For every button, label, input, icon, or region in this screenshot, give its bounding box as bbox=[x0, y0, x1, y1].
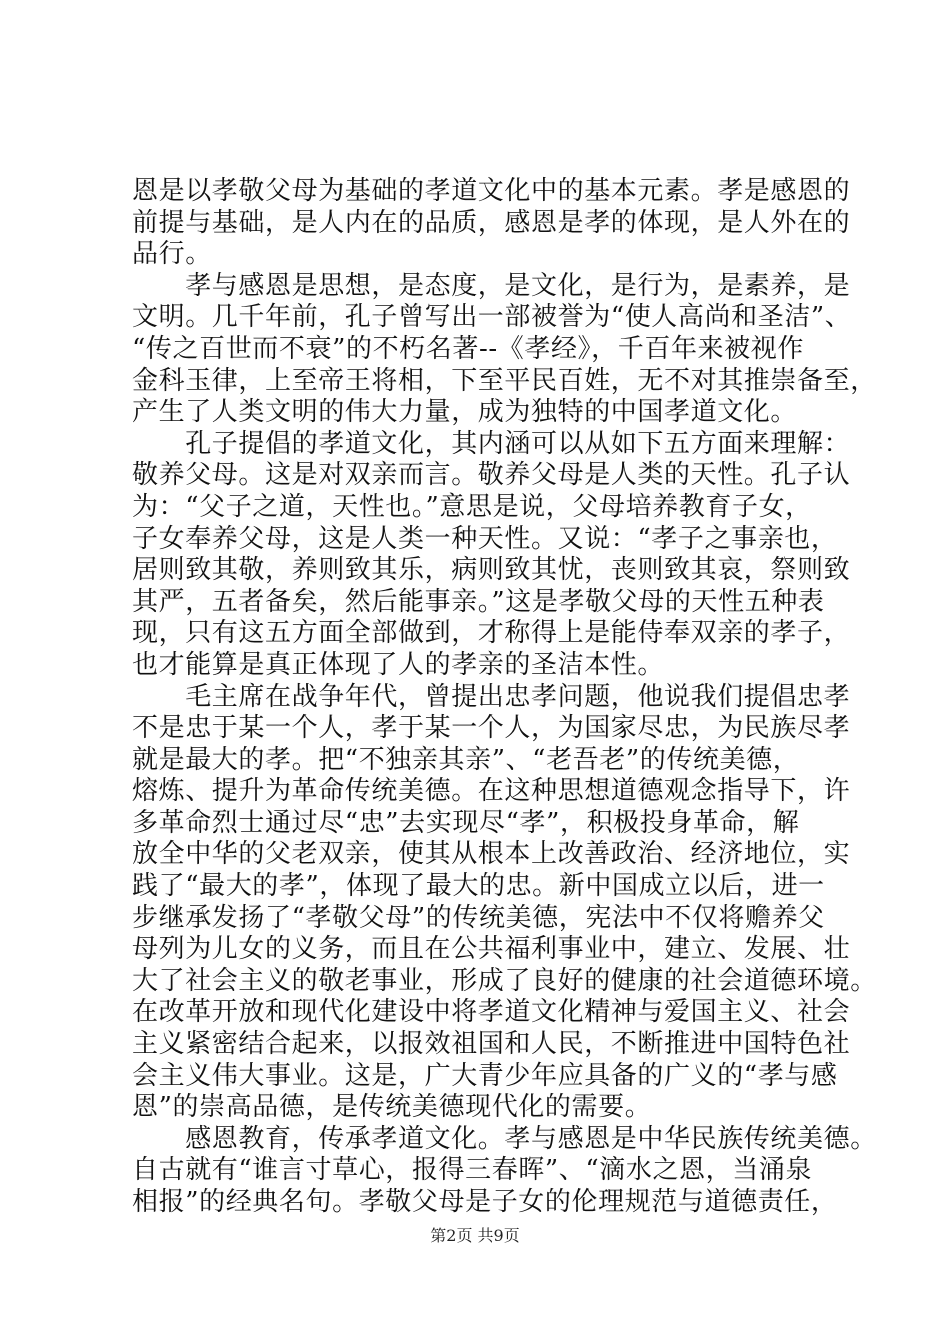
text-line: 子女奉养父母，这是人类一种天性。又说：“孝子之事亲也， bbox=[132, 523, 838, 554]
text-line: 毛主席在战争年代，曾提出忠孝问题，他说我们提倡忠孝 bbox=[132, 681, 851, 712]
text-line: 放全中华的父老双亲，使其从根本上改善政治、经济地位，实 bbox=[132, 839, 851, 870]
text-line: 多革命烈士通过尽“忠”去实现尽“孝”，积极投身革命，解 bbox=[132, 807, 800, 838]
text-line: 孔子提倡的孝道文化，其内涵可以从如下五方面来理解： bbox=[132, 428, 851, 459]
text-line: “传之百世而不衰”的不朽名著--《孝经》，千百年来被视作 bbox=[132, 333, 804, 364]
text-line: 为：“父子之道，天性也。”意思是说，父母培养教育子女， bbox=[132, 491, 812, 522]
text-line: 母列为儿女的义务，而且在公共福利事业中，建立、发展、壮 bbox=[132, 934, 851, 965]
text-line: 产生了人类文明的伟大力量，成为独特的中国孝道文化。 bbox=[132, 397, 798, 428]
text-line: 金科玉律，上至帝王将相，下至平民百姓，无不对其推崇备至， bbox=[132, 365, 877, 396]
text-line: 践了“最大的孝”，体现了最大的忠。新中国成立以后，进一 bbox=[132, 871, 825, 902]
text-line: 现，只有这五方面全部做到，才称得上是能侍奉双亲的孝子， bbox=[132, 618, 851, 649]
text-line: 不是忠于某一个人，孝于某一个人，为国家尽忠，为民族尽孝 bbox=[132, 713, 851, 744]
text-line: 会主义伟大事业。这是，广大青少年应具备的广义的“孝与感 bbox=[132, 1060, 838, 1091]
text-line: 自古就有“谁言寸草心，报得三春晖”、“滴水之恩，当涌泉 bbox=[132, 1155, 813, 1186]
page-footer: 第2页 共9页 bbox=[430, 1226, 520, 1245]
text-line: 品行。 bbox=[132, 239, 212, 270]
text-line: 文明。几千年前，孔子曾写出一部被誉为“使人高尚和圣洁”、 bbox=[132, 302, 852, 333]
text-line: 前提与基础，是人内在的品质，感恩是孝的体现，是人外在的 bbox=[132, 207, 851, 238]
text-line: 大了社会主义的敬老事业，形成了良好的健康的社会道德环境。 bbox=[132, 965, 877, 996]
text-line: 在改革开放和现代化建设中将孝道文化精神与爱国主义、社会 bbox=[132, 997, 851, 1028]
text-line: 就是最大的孝。把“不独亲其亲”、“老吾老”的传统美德， bbox=[132, 744, 800, 775]
text-line: 其严，五者备矣，然后能事亲。”这是孝敬父母的天性五种表 bbox=[132, 586, 825, 617]
body-text bbox=[132, 176, 877, 1219]
text-line: 相报”的经典名句。孝敬父母是子女的伦理规范与道德责任， bbox=[132, 1187, 838, 1217]
text-line: 也才能算是真正体现了人的孝亲的圣洁本性。 bbox=[132, 649, 665, 680]
text-line: 恩是以孝敬父母为基础的孝道文化中的基本元素。孝是感恩的 bbox=[132, 176, 851, 206]
text-line: 居则致其敬，养则致其乐，病则致其忧，丧则致其哀，祭则致 bbox=[132, 555, 851, 586]
text-line: 主义紧密结合起来，以报效祖国和人民，不断推进中国特色社 bbox=[132, 1029, 851, 1060]
text-line: 步继承发扬了“孝敬父母”的传统美德，宪法中不仅将赡养父 bbox=[132, 902, 825, 933]
text-line: 敬养父母。这是对双亲而言。敬养父母是人类的天性。孔子认 bbox=[132, 460, 851, 491]
text-line: 孝与感恩是思想，是态度，是文化，是行为，是素养，是 bbox=[132, 270, 851, 301]
text-line: 恩”的崇高品德，是传统美德现代化的需要。 bbox=[132, 1092, 652, 1123]
text-line: 熔炼、提升为革命传统美德。在这种思想道德观念指导下，许 bbox=[132, 776, 851, 807]
text-line: 感恩教育，传承孝道文化。孝与感恩是中华民族传统美德。 bbox=[132, 1123, 877, 1154]
